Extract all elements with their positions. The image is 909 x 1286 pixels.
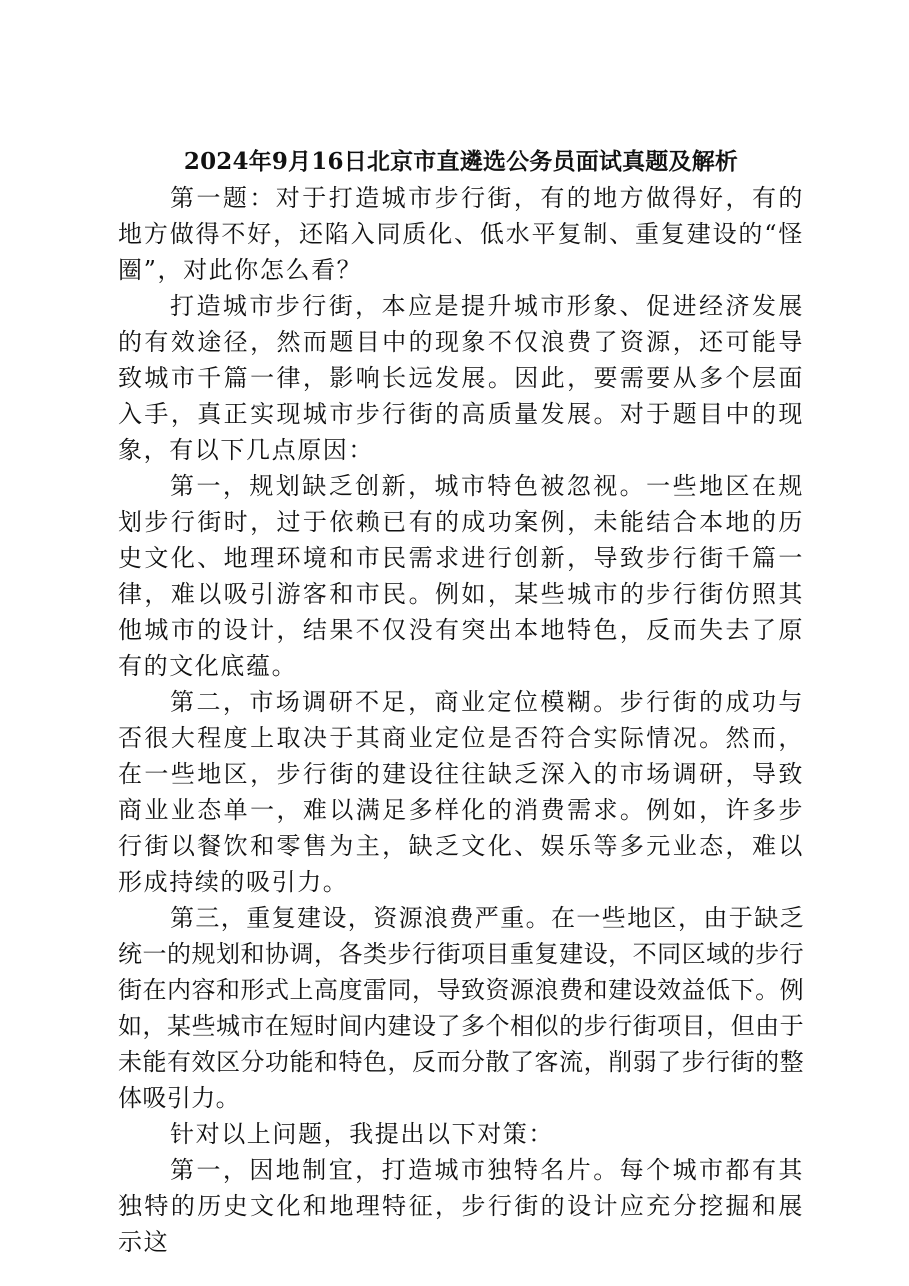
document-body	[118, 144, 804, 1260]
document-title: 2024年9月16日北京市直遴选公务员面试真题及解析	[183, 148, 739, 175]
paragraph-transition: 针对以上问题，我提出以下对策：	[170, 1120, 554, 1148]
paragraph-solution-1: 第一，因地制宜，打造城市独特名片。每个城市都有其独特的历史文化和地理特征，步行街的设计应充分挖掘和展示这	[118, 1156, 804, 1256]
paragraph-intro: 打造城市步行街，本应是提升城市形象、促进经济发展的有效途径，然而题目中的现象不仅浪费了资源，还可能导致城市千篇一律，影响长远发展。因此，要需要从多个层面入手，真正实现城市步行街的高质量发展。对于题目中的现象，有以下几点原因：	[118, 292, 804, 464]
paragraph-reason-2: 第二，市场调研不足，商业定位模糊。步行街的成功与否很大程度上取决于其商业定位是否符合实际情况。然而，在一些地区，步行街的建设往往缺乏深入的市场调研，导致商业业态单一，难以满足多样化的消费需求。例如，许多步行街以餐饮和零售为主，缺乏文化、娱乐等多元业态，难以形成持续的吸引力。	[118, 688, 804, 896]
paragraph-reason-1: 第一，规划缺乏创新，城市特色被忽视。一些地区在规划步行街时，过于依赖已有的成功案例，未能结合本地的历史文化、地理环境和市民需求进行创新，导致步行街千篇一律，难以吸引游客和市民。例如，某些城市的步行街仿照其他城市的设计，结果不仅没有突出本地特色，反而失去了原有的文化底蕴。	[118, 472, 804, 680]
paragraph-reason-3: 第三，重复建设，资源浪费严重。在一些地区，由于缺乏统一的规划和协调，各类步行街项目重复建设，不同区域的步行街在内容和形式上高度雷同，导致资源浪费和建设效益低下。例如，某些城市在短时间内建设了多个相似的步行街项目，但由于未能有效区分功能和特色，反而分散了客流，削弱了步行街的整体吸引力。	[118, 904, 804, 1112]
paragraph-question: 第一题：对于打造城市步行街，有的地方做得好，有的地方做得不好，还陷入同质化、低水平复制、重复建设的“怪圈”，对此你怎么看？	[118, 184, 804, 284]
